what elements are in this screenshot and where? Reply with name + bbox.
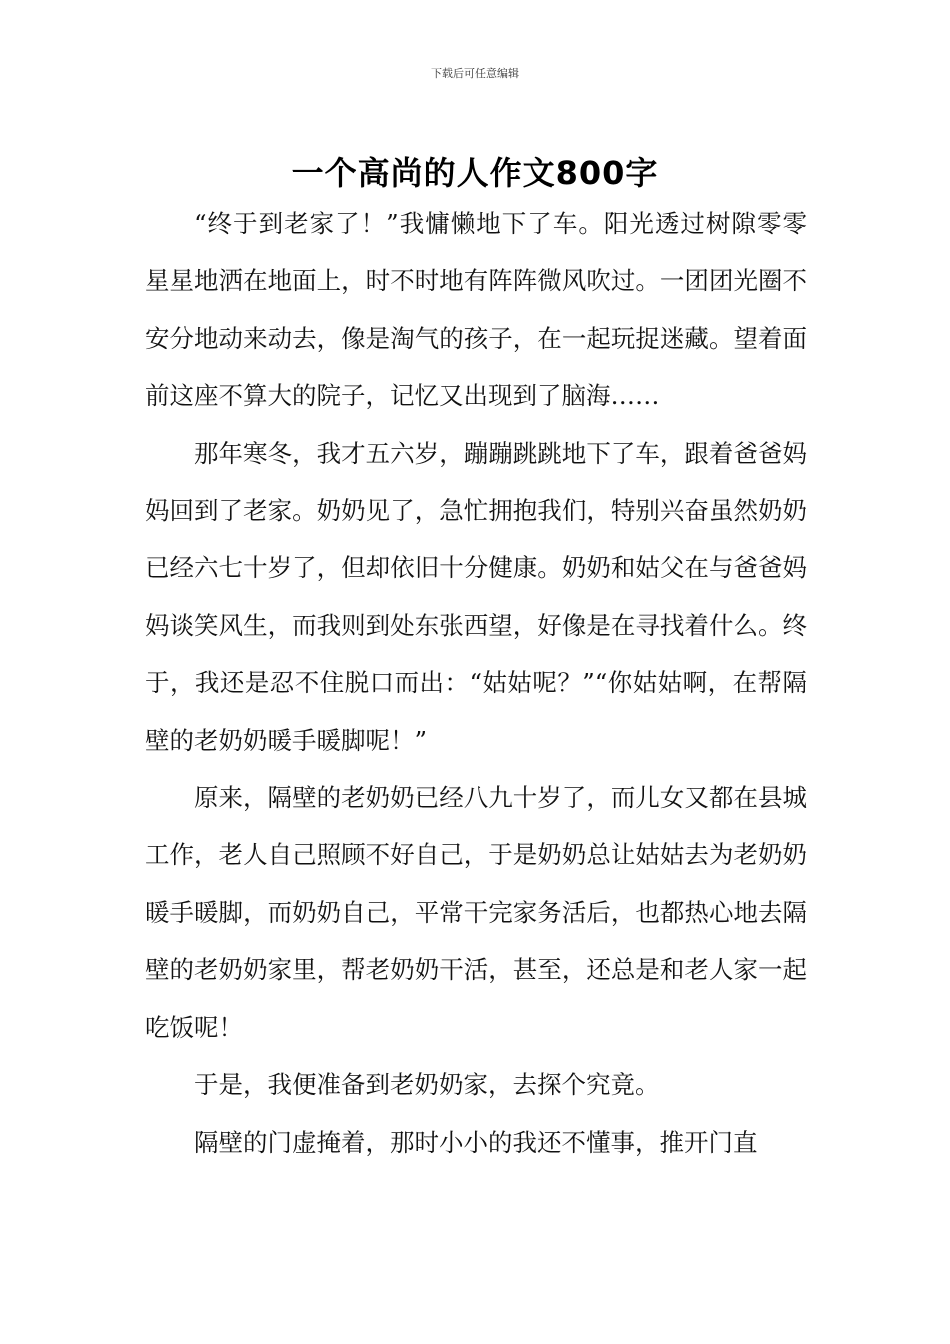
document-body [145, 195, 807, 1171]
page-header-note: 下载后可任意编辑 [431, 67, 519, 80]
paragraph: 那年寒冬，我才五六岁，蹦蹦跳跳地下了车，跟着爸爸妈妈回到了老家。奶奶见了，急忙拥抱我们，特别兴奋虽然奶奶已经六七十岁了，但却依旧十分健康。奶奶和姑父在与爸爸妈妈谈笑风生，而我则到处东张西望，好像是在寻找着什么。终于，我还是忍不住脱口而出：“姑姑呢？”“你姑姑啊，在帮隔壁的老奶奶暖手暖脚呢！” [145, 438, 807, 755]
document-title: 一个高尚的人作文800字 [291, 154, 659, 193]
paragraph: 于是，我便准备到老奶奶家，去探个究竟。 [194, 1070, 660, 1100]
paragraph: 原来，隔壁的老奶奶已经八九十岁了，而儿女又都在县城工作，老人自己照顾不好自己，于是奶奶总让姑姑去为老奶奶暖手暖脚，而奶奶自己，平常干完家务活后，也都热心地去隔壁的老奶奶家里，帮老奶奶干活，甚至，还总是和老人家一起吃饭呢！ [145, 783, 807, 1042]
paragraph: “终于到老家了！”我慵懒地下了车。阳光透过树隙零零星星地洒在地面上，时不时地有阵阵微风吹过。一团团光圈不安分地动来动去，像是淘气的孩子，在一起玩捉迷藏。望着面前这座不算大的院子，记忆又出现到了脑海…… [145, 209, 807, 411]
paragraph: 隔壁的门虚掩着，那时小小的我还不懂事，推开门直 [194, 1127, 758, 1157]
